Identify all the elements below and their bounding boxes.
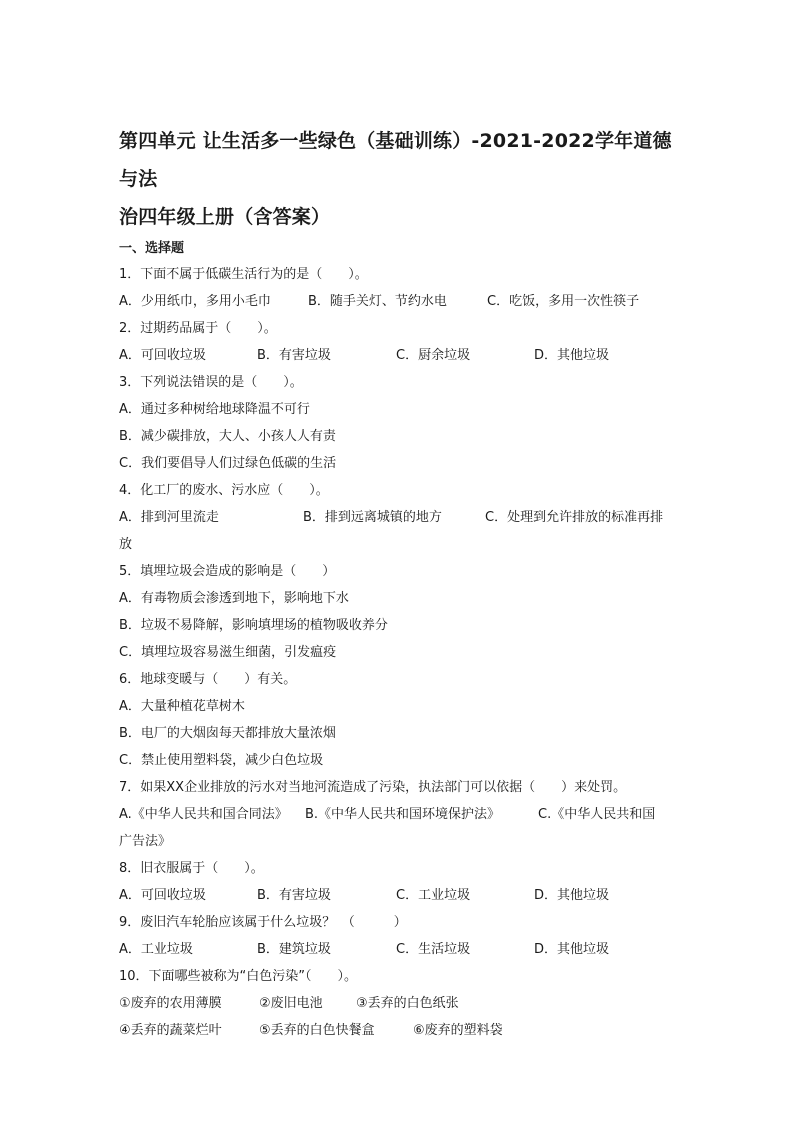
q2-option-d: D．其他垃圾 — [534, 348, 610, 363]
question-10-items-row-1 — [119, 990, 679, 1017]
q5-option-b: B．垃圾不易降解，影响填埋场的植物吸收养分 — [119, 618, 388, 633]
question-3-stem: 3．下列说法错误的是（ ）。 — [119, 375, 303, 390]
question-8-options — [119, 882, 679, 909]
q8-option-b: B．有害垃圾 — [257, 888, 331, 903]
q4-option-c-continued: 放 — [119, 537, 133, 552]
question-4-options — [119, 504, 679, 531]
q10-item-6: ⑥废弃的塑料袋 — [413, 1023, 503, 1038]
section-heading: 一、选择题 — [119, 241, 185, 256]
q3-option-a: A．通过多种树给地球降温不可行 — [119, 402, 310, 417]
document-page — [119, 122, 679, 1044]
question-2-options — [119, 342, 679, 369]
q4-option-a: A．排到河里流走 — [119, 510, 219, 525]
q10-item-2: ②废旧电池 — [259, 996, 323, 1011]
q5-option-c: C．填埋垃圾容易滋生细菌，引发瘟疫 — [119, 645, 337, 660]
q8-option-c: C．工业垃圾 — [396, 888, 471, 903]
q1-option-a: A．少用纸巾，多用小毛巾 — [119, 294, 271, 309]
question-1-stem: 1．下面不属于低碳生活行为的是（ ）。 — [119, 267, 368, 282]
q9-option-d: D．其他垃圾 — [534, 942, 610, 957]
q7-option-b: B.《中华人民共和国环境保护法》 — [305, 807, 501, 822]
question-4-stem: 4．化工厂的废水、污水应（ ）。 — [119, 483, 329, 498]
question-10-items-row-2 — [119, 1017, 679, 1044]
q10-item-4: ④丢弃的蔬菜烂叶 — [119, 1023, 222, 1038]
document-title — [119, 122, 679, 236]
question-1-options — [119, 288, 679, 315]
q10-item-5: ⑤丢弃的白色快餐盒 — [259, 1023, 375, 1038]
question-7-options — [119, 801, 679, 828]
question-2-stem: 2．过期药品属于（ ）。 — [119, 321, 277, 336]
q2-option-a: A．可回收垃圾 — [119, 348, 206, 363]
question-7-stem: 7．如果XX企业排放的污水对当地河流造成了污染，执法部门可以依据（ ）来处罚。 — [119, 780, 627, 795]
title-line-1: 第四单元 让生活多一些绿色（基础训练）-2021-2022学年道德与法 — [119, 130, 672, 190]
q10-item-1: ①废弃的农用薄膜 — [119, 996, 222, 1011]
q9-option-c: C．生活垃圾 — [396, 942, 471, 957]
q10-item-3: ③丢弃的白色纸张 — [356, 996, 459, 1011]
q6-option-b: B．电厂的大烟囱每天都排放大量浓烟 — [119, 726, 336, 741]
q1-option-b: B．随手关灯、节约水电 — [308, 294, 447, 309]
q7-option-c-continued: 广告法》 — [119, 834, 172, 849]
q3-option-b: B．减少碳排放，大人、小孩人人有责 — [119, 429, 336, 444]
q4-option-c: C．处理到允许排放的标准再排 — [485, 510, 664, 525]
question-9-stem: 9．废旧汽车轮胎应该属于什么垃圾？ （ ） — [119, 915, 407, 930]
q6-option-c: C．禁止使用塑料袋，减少白色垃圾 — [119, 753, 324, 768]
q1-option-c: C．吃饭，多用一次性筷子 — [487, 294, 640, 309]
q7-option-c: C.《中华人民共和国 — [538, 807, 656, 822]
q4-option-b: B．排到远离城镇的地方 — [303, 510, 442, 525]
question-8-stem: 8．旧衣服属于（ ）。 — [119, 861, 264, 876]
q3-option-c: C．我们要倡导人们过绿色低碳的生活 — [119, 456, 337, 471]
question-9-options — [119, 936, 679, 963]
q8-option-d: D．其他垃圾 — [534, 888, 610, 903]
question-5-stem: 5．填埋垃圾会造成的影响是（ ） — [119, 564, 336, 579]
q8-option-a: A．可回收垃圾 — [119, 888, 206, 903]
q9-option-b: B．建筑垃圾 — [257, 942, 331, 957]
q2-option-c: C．厨余垃圾 — [396, 348, 471, 363]
q9-option-a: A．工业垃圾 — [119, 942, 193, 957]
q5-option-a: A．有毒物质会渗透到地下，影响地下水 — [119, 591, 349, 606]
question-6-stem: 6．地球变暖与（ ）有关。 — [119, 672, 297, 687]
q2-option-b: B．有害垃圾 — [257, 348, 331, 363]
question-10-stem: 10．下面哪些被称为“白色污染”（ ）。 — [119, 969, 358, 984]
q6-option-a: A．大量种植花草树木 — [119, 699, 245, 714]
title-line-2: 治四年级上册（含答案） — [119, 206, 331, 228]
q7-option-a: A.《中华人民共和国合同法》 — [119, 807, 288, 822]
